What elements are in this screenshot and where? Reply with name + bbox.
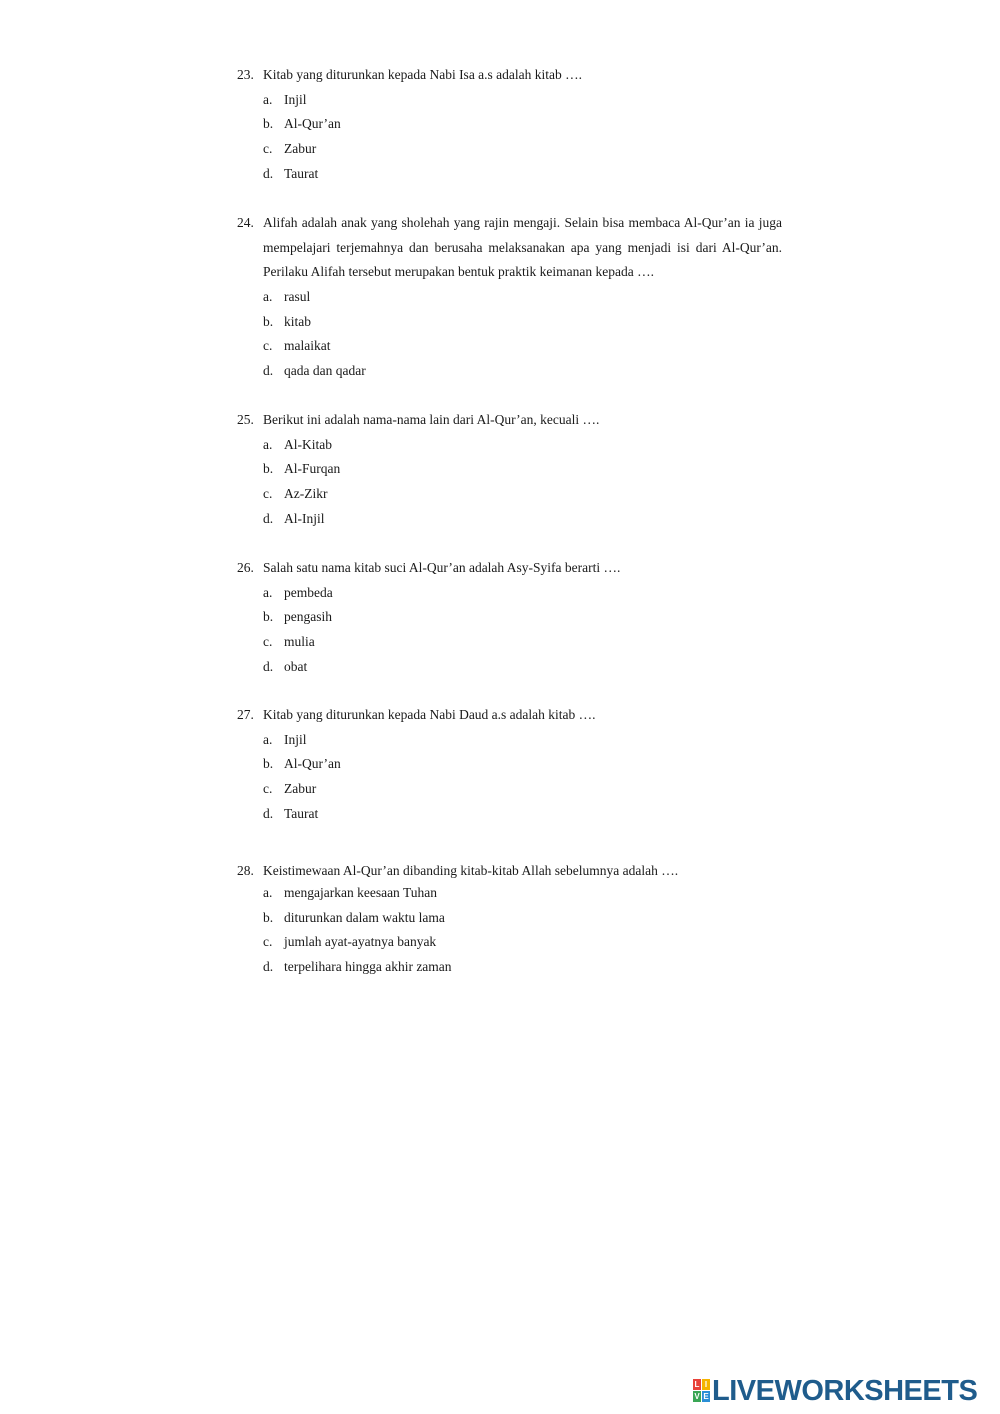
- question-text: Alifah adalah anak yang sholehah yang rajin mengaji. Selain bisa membaca Al-Qur’an ia juga mempelajari terjemahnya dan berusaha melaksanakan apa yang menjadi isi dari Al-Qur’an. Perilaku Alifah tersebut merupakan bentuk praktik keimanan kepada ….: [263, 215, 782, 280]
- option-letter: b.: [263, 609, 274, 625]
- logo-mark-letter: V: [694, 1392, 700, 1401]
- option-text: rasul: [284, 289, 311, 305]
- question-25: [237, 408, 797, 531]
- question-text: Berikut ini adalah nama-nama lain dari Al-Qur’an, kecuali ….: [263, 412, 600, 427]
- option-text: pembeda: [284, 584, 333, 600]
- option-d[interactable]: [237, 802, 797, 827]
- question-number: 28.: [237, 863, 254, 878]
- option-a[interactable]: [237, 433, 797, 458]
- liveworksheets-logo: [693, 1376, 977, 1406]
- option-letter: d.: [263, 658, 274, 674]
- option-letter: c.: [263, 934, 273, 950]
- option-d[interactable]: [237, 162, 797, 187]
- question-number: 25.: [237, 412, 254, 427]
- option-letter: a.: [263, 436, 273, 452]
- option-b[interactable]: [237, 310, 782, 335]
- option-a[interactable]: [237, 881, 797, 906]
- option-text: pengasih: [284, 609, 332, 625]
- option-b[interactable]: [237, 605, 797, 630]
- question-text: Kitab yang diturunkan kepada Nabi Isa a.s adalah kitab ….: [263, 67, 583, 82]
- option-b[interactable]: [237, 457, 797, 482]
- option-d[interactable]: [237, 655, 797, 680]
- question-text: Kitab yang diturunkan kepada Nabi Daud a.s adalah kitab ….: [263, 707, 596, 722]
- option-letter: d.: [263, 165, 274, 181]
- option-c[interactable]: [237, 930, 797, 955]
- option-c[interactable]: [237, 137, 797, 162]
- question-27: [237, 703, 797, 826]
- question-number: 24.: [237, 215, 254, 230]
- logo-mark-letter: E: [703, 1392, 709, 1401]
- option-text: Zabur: [284, 781, 317, 797]
- option-text: Az-Zikr: [284, 486, 328, 502]
- option-letter: c.: [263, 338, 273, 354]
- option-d[interactable]: [237, 359, 782, 384]
- option-a[interactable]: [237, 285, 782, 310]
- option-a[interactable]: [237, 88, 797, 113]
- option-text: obat: [284, 658, 308, 674]
- question-number: 23.: [237, 67, 254, 82]
- question-text: Salah satu nama kitab suci Al-Qur’an adalah Asy-Syifa berarti ….: [263, 560, 621, 575]
- option-d[interactable]: [237, 507, 797, 532]
- option-text: Al-Qur’an: [284, 756, 341, 772]
- option-text: terpelihara hingga akhir zaman: [284, 959, 452, 975]
- option-letter: a.: [263, 885, 273, 900]
- logo-mark-letter: I: [702, 1379, 710, 1390]
- option-letter: c.: [263, 141, 273, 157]
- option-c[interactable]: [237, 630, 797, 655]
- option-text: mulia: [284, 634, 315, 650]
- option-letter: c.: [263, 486, 273, 502]
- question-26: [237, 556, 797, 679]
- option-letter: a.: [263, 584, 273, 600]
- option-a[interactable]: [237, 728, 797, 753]
- option-letter: d.: [263, 363, 274, 379]
- option-text: kitab: [284, 313, 311, 329]
- option-text: malaikat: [284, 338, 331, 354]
- question-number: 27.: [237, 707, 254, 722]
- option-letter: c.: [263, 634, 273, 650]
- option-letter: d.: [263, 959, 274, 975]
- option-c[interactable]: [237, 334, 782, 359]
- option-letter: a.: [263, 91, 273, 107]
- option-b[interactable]: [237, 906, 797, 931]
- option-text: diturunkan dalam waktu lama: [284, 909, 445, 925]
- option-letter: b.: [263, 756, 274, 772]
- option-c[interactable]: [237, 482, 797, 507]
- question-text: Keistimewaan Al-Qur’an dibanding kitab-kitab Allah sebelumnya adalah ….: [263, 863, 679, 878]
- option-text: Taurat: [284, 165, 319, 181]
- option-text: qada dan qadar: [284, 363, 366, 379]
- question-24: [237, 211, 782, 384]
- question-23: [237, 63, 797, 186]
- option-letter: b.: [263, 909, 274, 925]
- option-text: Al-Kitab: [284, 436, 332, 452]
- logo-mark-icon: [693, 1379, 710, 1403]
- option-text: Injil: [284, 731, 307, 747]
- option-b[interactable]: [237, 752, 797, 777]
- logo-mark-letter: L: [694, 1380, 700, 1389]
- option-letter: a.: [263, 289, 273, 305]
- option-text: Al-Qur’an: [284, 116, 341, 132]
- option-text: Zabur: [284, 141, 317, 157]
- option-text: Injil: [284, 91, 307, 107]
- option-letter: b.: [263, 313, 274, 329]
- option-text: Al-Furqan: [284, 461, 341, 477]
- option-b[interactable]: [237, 112, 797, 137]
- option-letter: c.: [263, 781, 273, 797]
- option-c[interactable]: [237, 777, 797, 802]
- logo-text: LIVEWORKSHEETS: [712, 1374, 978, 1407]
- option-text: mengajarkan keesaan Tuhan: [284, 885, 437, 900]
- option-text: jumlah ayat-ayatnya banyak: [284, 934, 437, 950]
- option-a[interactable]: [237, 581, 797, 606]
- question-28: [237, 861, 797, 980]
- option-letter: a.: [263, 731, 273, 747]
- option-text: Al-Injil: [284, 510, 325, 526]
- option-letter: b.: [263, 116, 274, 132]
- question-number: 26.: [237, 560, 254, 575]
- option-letter: d.: [263, 805, 274, 821]
- option-letter: d.: [263, 510, 274, 526]
- option-letter: b.: [263, 461, 274, 477]
- option-text: Taurat: [284, 805, 319, 821]
- option-d[interactable]: [237, 955, 797, 980]
